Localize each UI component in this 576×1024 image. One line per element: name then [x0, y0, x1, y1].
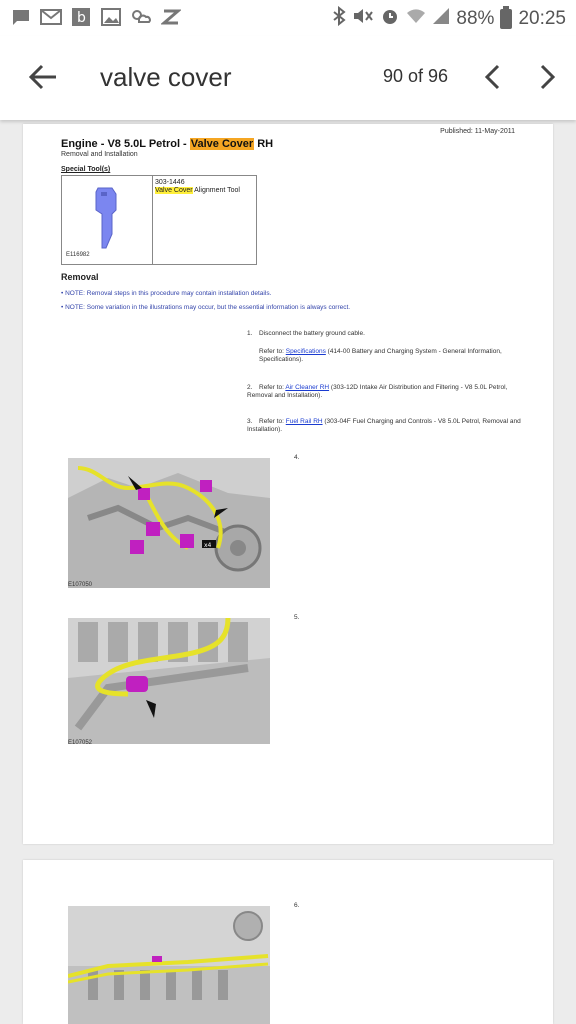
chevron-left-icon	[480, 60, 504, 94]
step-1	[247, 330, 527, 364]
engine-illustration-step-4	[68, 458, 270, 588]
refer-rest: (303-04F Fuel Charging and Controls - V8 5.0L Petrol, Removal and Installation).	[247, 418, 521, 433]
status-bar	[0, 0, 576, 36]
back-button[interactable]	[26, 58, 60, 96]
title-suffix: RH	[254, 138, 274, 150]
table-divider	[152, 176, 153, 264]
step-number: 6.	[294, 902, 300, 909]
gmail-icon	[40, 7, 62, 27]
alarm-icon	[380, 6, 400, 31]
system-icons	[332, 6, 566, 31]
tool-number: 303-1446	[155, 179, 185, 186]
engine-illustration-step-5	[68, 618, 270, 744]
step-3	[247, 418, 527, 434]
refer-prefix: Refer to:	[259, 418, 286, 425]
document-title	[61, 138, 273, 150]
figure-code: E107052	[68, 740, 93, 746]
fuel-rail-link[interactable]: Fuel Rail RH	[285, 418, 323, 425]
step-number: 1.	[247, 330, 253, 337]
engine-drawing	[68, 458, 270, 588]
b-app-icon	[70, 7, 92, 27]
step-2	[247, 384, 527, 400]
refer-prefix: Refer to:	[259, 384, 286, 391]
published-date: Published: 11-May-2011	[440, 128, 515, 135]
notification-icons	[10, 7, 182, 27]
alignment-tool-image	[92, 184, 126, 252]
multiplier-label: x4	[204, 542, 212, 549]
search-term: valve cover	[100, 62, 232, 92]
refer-prefix: Refer to:	[259, 348, 286, 355]
tool-name-rest: Alignment Tool	[192, 187, 240, 194]
removal-heading: Removal	[61, 272, 99, 282]
match-counter: 90 of 96	[383, 66, 449, 86]
battery-icon	[500, 9, 512, 29]
z-app-icon	[160, 7, 182, 27]
air-cleaner-link[interactable]: Air Cleaner RH	[285, 384, 330, 391]
step-text: Disconnect the battery ground cable.	[259, 330, 365, 337]
specifications-link[interactable]: Specifications	[285, 348, 326, 355]
figure-code: E107050	[68, 582, 93, 588]
step-number: 4.	[294, 454, 300, 461]
step-number: 2.	[247, 384, 253, 391]
weather-icon	[130, 7, 152, 27]
refer-rest: (414-00 Battery and Charging System - General Information, Specifications).	[259, 348, 502, 363]
previous-match-button[interactable]	[480, 60, 504, 94]
engine-illustration-step-6	[68, 906, 270, 1024]
engine-drawing	[68, 618, 270, 744]
search-highlight: Valve Cover	[190, 138, 254, 150]
special-tools-table	[61, 175, 257, 265]
mute-icon	[352, 6, 374, 31]
chevron-right-icon	[536, 60, 560, 94]
svg-text:b: b	[77, 10, 86, 26]
search-toolbar	[0, 36, 576, 120]
next-match-button[interactable]	[536, 60, 560, 94]
step-reference	[247, 348, 527, 364]
bluetooth-icon	[332, 6, 346, 31]
search-highlight: Valve Cover	[155, 187, 193, 194]
arrow-left-icon	[26, 58, 60, 96]
document-subtitle: Removal and Installation	[61, 151, 138, 158]
signal-icon	[432, 7, 450, 30]
title-prefix: Engine - V8 5.0L Petrol -	[61, 138, 190, 150]
battery-percent: 88%	[456, 7, 495, 29]
engine-drawing	[68, 906, 270, 1024]
note: • NOTE: Removal steps in this procedure may contain installation details.	[61, 290, 272, 297]
image-icon	[100, 7, 122, 27]
tool-image-code: E116982	[66, 252, 90, 258]
clock: 20:25	[518, 7, 566, 29]
step-number: 5.	[294, 614, 300, 621]
chat-icon	[10, 7, 32, 27]
special-tools-heading: Special Tool(s)	[61, 166, 111, 173]
document-page	[23, 860, 553, 1024]
document-page	[23, 124, 553, 844]
refer-rest: (303-12D Intake Air Distribution and Filtering - V8 5.0L Petrol, Removal and Installation).	[247, 384, 508, 399]
step-number: 3.	[247, 418, 253, 425]
tool-name	[155, 187, 240, 194]
wifi-icon	[406, 7, 426, 30]
note: • NOTE: Some variation in the illustrations may occur, but the essential information is always correct.	[61, 304, 351, 311]
